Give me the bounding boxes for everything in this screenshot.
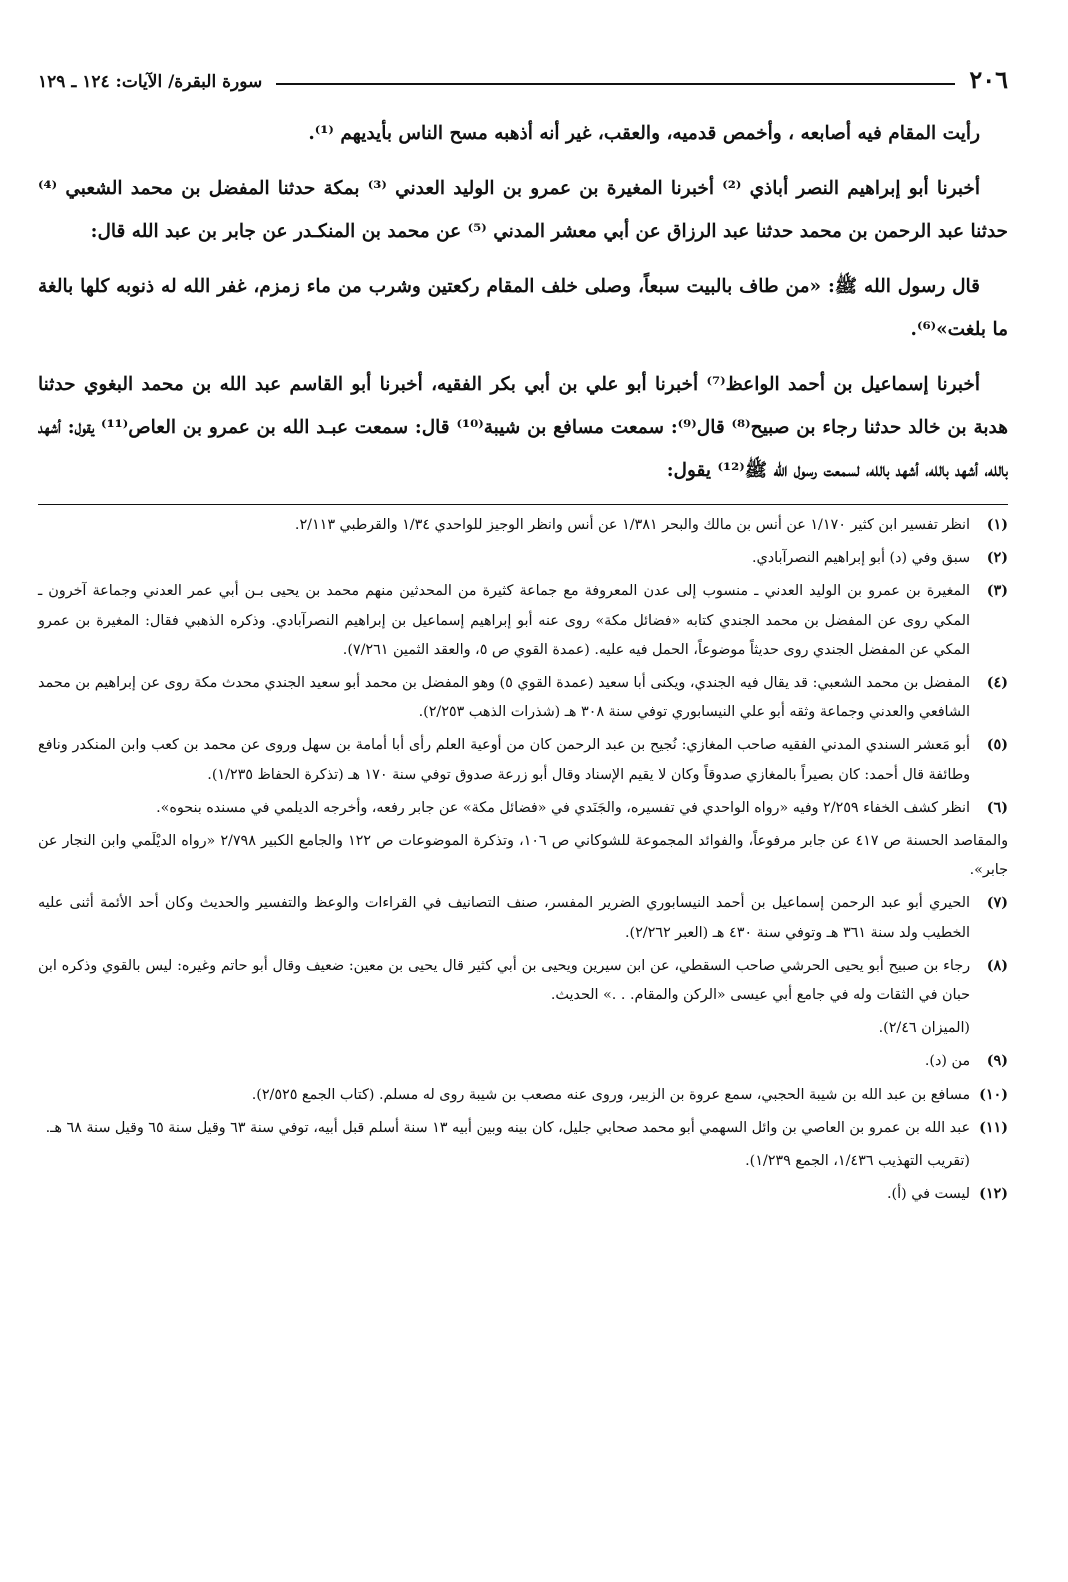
footnote [38,731,1008,789]
footnote-number: (٤) [986,675,1008,692]
footnote-number: (٢) [986,550,1008,567]
footnote [38,1047,1008,1076]
footnote-number: (٨) [986,957,1008,974]
footnote-number: (١١) [979,1119,1008,1136]
footnote-divider [38,504,1008,505]
footnote [38,1114,1008,1143]
footnote [38,794,1008,823]
footnotes [38,511,1008,1209]
footnote-continuation: (الميزان ٢/٤٦). [878,1020,970,1037]
footnote-text: الحيري أبو عبد الرحمن إسماعيل بن أحمد النيسابوري الضرير المفسر، صنف التصانيف في القراءات والوعظ والتفسير والحديث وكان أحد الأئمة أثنى عليه الخطيب ولد سنة ٣٦١ هـ وتوفي سنة ٤٣٠ هـ (العبر ٢/٢٦٢). [38,895,970,941]
footnote-text: مسافع بن عبد الله بن شيبة الحجبي، سمع عروة بن الزبير، وروى عنه مصعب بن شيبة روى له مسلم. (كتاب الجمع ٢/٥٢٥). [251,1086,970,1103]
paragraph: رأيت المقام فيه أصابعه ، وأخمص قدميه، والعقب، غير أنه أذهبه مسح الناس بأيديهم ⁽¹⁾. [308,123,980,144]
footnote [38,889,1008,947]
page-number: ٢٠٦ [969,65,1008,94]
footnote-text: انظر تفسير ابن كثير ١/١٧٠ عن أنس بن مالك والبحر ١/٣٨١ عن أنس وانظر الوجيز للواحدي ١/٣٤ والقرطبي ٢/١١٣. [294,517,970,533]
footnote-text: سبق وفي (د) أبو إبراهيم النصرآبادي. [752,550,970,567]
footnote [38,1180,1008,1209]
footnote-text: انظر كشف الخفاء ٢/٢٥٩ وفيه «رواه الواحدي في تفسيره، والجَنَدي في «فضائل مكة» عن جابر رفعه، وأخرجه الديلمي في مسنده بنحوه». [156,799,970,816]
footnote-text: رجاء بن صبيح أبو يحيى الحرشي صاحب السقطي، عن ابن سيرين ويحيى بن أبي كثير قال يحيى بن معين: ضعيف وقال أبو حاتم وغيره: ليس بالقوي وذكره ابن حبان في الثقات وله في جامع أبي عيسى «الركن والمقام. . .» الحديث. [38,957,970,1004]
footnote-number: (١) [986,517,1008,533]
main-text [38,112,1008,492]
footnote-number: (٣) [986,583,1008,600]
footnote [38,577,1008,665]
footnote-number: (٦) [986,799,1008,816]
footnote-number: (٧) [986,895,1008,912]
footnote-text: عبد الله بن عمرو بن العاصي بن وائل السهمي أبو محمد صحابي جليل، كان بينه وبين أبيه ١٣ سنة أسلم قبل أبيه، توفي سنة ٦٣ وقيل سنة ٦٥ وقيل سنة ٦٨ هـ. [45,1119,970,1136]
footnote [38,669,1008,727]
footnote-continuation: والمقاصد الحسنة ص ٤١٧ عن جابر مرفوعاً، والفوائد المجموعة للشوكاني ص ١٠٦، وتذكرة الموضوعات ص ١٢٢ والجامع الكبير ٢/٧٩٨ «رواه الديْلَمي وابن النجار عن جابر». [38,833,1008,879]
footnote-text: المفضل بن محمد الشعبي: قد يقال فيه الجندي، ويكنى أبا سعيد (عمدة القوي ٥) وهو المفضل بن محمد أبو سعيد الجندي محدث مكة روى عن إبراهيم بن محمد الشافعي والعدني وجماعة وثقه أبو علي النيسابوري توفي سنة ٣٠٨ هـ (شذرات الذهب ٢/٢٥٣). [38,675,971,721]
footnote [38,544,1008,573]
paragraph: أخبرنا إسماعيل بن أحمد الواعظ⁽⁷⁾ أخبرنا أبو علي بن أبي بكر الفقيه، أخبرنا أبو القاسم عبد الله بن محمد البغوي حدثنا هدبة بن خالد حدثنا رجاء بن صبيح⁽⁸⁾ قال⁽⁹⁾: سمعت مسافع بن شيبة⁽¹⁰⁾ قال: سمعت عبـد الله بن عمرو بن العاص⁽¹¹⁾ يقول: أشهد بالله، أشهد بالله، أشهد بالله، لسمعت رسول الله ﷺ⁽¹²⁾ يقول: [38,374,1008,481]
footnote-text: أبو مَعشر السندي المدني الفقيه صاحب المغازي: نُجيح بن عبد الرحمن كان من أوعية العلم رأى أبا أمامة بن سهل وروى عن محمد بن كعب وابن المنكدر ونافع وطائفة قال أحمد: كان بصيراً بالمغازي صدوقاً وكان لا يقيم الإسناد وقال أبو زرعة صدوق توفي سنة ١٧٠ هـ (تذكرة الحفاظ ١/٢٣٥). [38,737,970,783]
footnote [38,952,1008,1010]
footnote-number: (١٢) [979,1186,1008,1203]
footnote-continuation: (تقريب التهذيب ١/٤٣٦، الجمع ١/٢٣٩). [745,1153,970,1170]
page-header [38,58,1008,92]
footnote [38,1081,1008,1110]
paragraph: قال رسول الله ﷺ: «من طاف بالبيت سبعاً، وصلى خلف المقام ركعتين وشرب من ماء زمزم، غفر الله له ذنوبه كلها بالغة ما بلغت»⁽⁶⁾. [38,276,1008,340]
header-rule [276,83,955,85]
footnote-text: ليست في (أ). [887,1186,970,1203]
footnote-text: من (د). [924,1053,970,1070]
footnote-number: (١٠) [979,1086,1008,1103]
paragraph: أخبرنا أبو إبراهيم النصر أباذي ⁽²⁾ أخبرنا المغيرة بن عمرو بن الوليد العدني ⁽³⁾ بمكة حدثنا المفضل بن محمد الشعبي ⁽⁴⁾ حدثنا عبد الرحمن بن محمد حدثنا عبد الرزاق عن أبي معشر المدني ⁽⁵⁾ عن محمد بن المنكـدر عن جابر بن عبد الله قال: [38,178,1008,242]
footnote [38,511,1008,540]
running-title: سورة البقرة/ الآيات: ١٢٤ ـ ١٢٩ [38,72,263,92]
footnote-number: (٩) [986,1053,1008,1070]
footnote-text: المغيرة بن عمرو بن الوليد العدني ـ منسوب إلى عدن المعروفة مع جماعة كثيرة من المحدثين منهم محمد بن يحيى بـن أبي عمر العدني وجماعة آخرون ـ المكي روى عن المفضل بن محمد الجندي كتابه «فضائل مكة» روى عنه أبو إبراهيم إسماعيل بن إبراهيم النصرآبادي. وذكره الذهبي فقال: المغيرة بن عمرو المكي عن المفضل الجندي روى حديثاً موضوعاً، الحمل فيه عليه. (عمدة القوي ص ٥، والعقد الثمين ٧/٢٦١). [38,583,970,658]
footnote-number: (٥) [986,737,1008,754]
